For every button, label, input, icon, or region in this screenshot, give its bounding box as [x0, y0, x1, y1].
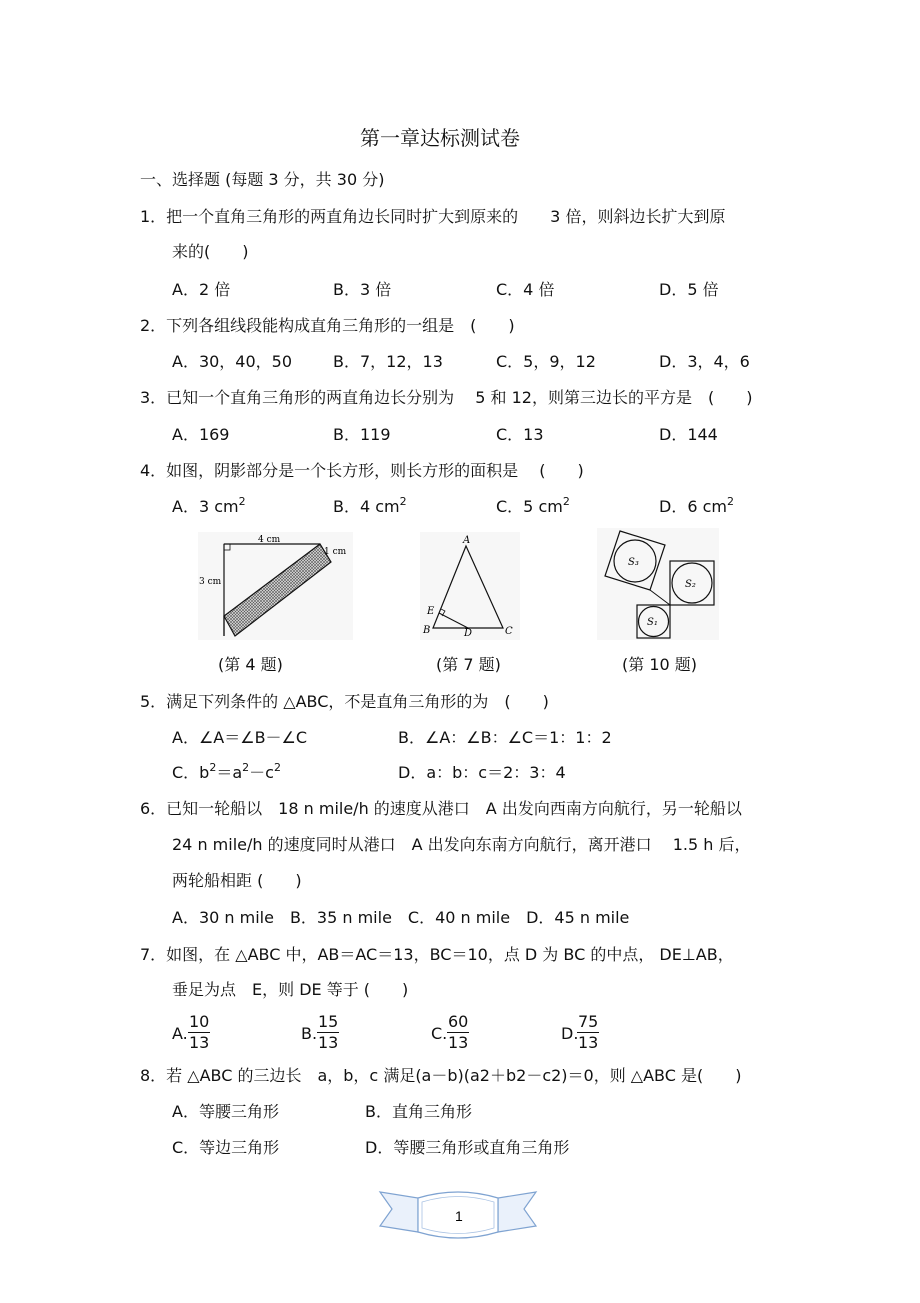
question-6-text-cont2: 两轮船相距 ( ) — [172, 871, 302, 890]
page-title: 第一章达标测试卷 — [360, 126, 520, 150]
q5-option-c-post: －c — [249, 763, 274, 782]
q8-option-c[interactable]: C．等边三角形 — [172, 1138, 280, 1157]
question-6-text: 6．已知一轮船以 18 n mile/h 的速度从港口 A 出发向西南方向航行，另一轮船以 — [140, 799, 742, 818]
q4-option-b[interactable] — [333, 497, 407, 517]
q4-option-b-label: B．4 cm — [333, 497, 400, 516]
fig7-label-c: C — [505, 626, 513, 637]
q7-option-b-label[interactable]: B. — [301, 1024, 318, 1043]
numerator: 60 — [448, 1012, 469, 1031]
q4-option-a[interactable] — [172, 497, 246, 517]
fig7-label-a: A — [463, 535, 471, 546]
question-5-text: 5．满足下列条件的 △ABC，不是直角三角形的为 ( ) — [140, 692, 549, 711]
question-6-text-cont: 24 n mile/h 的速度同时从港口 A 出发向东南方向航行，离开港口 1.5 h 后， — [172, 835, 751, 854]
exponent: 2 — [562, 495, 570, 508]
q7-option-d-label[interactable]: D. — [561, 1024, 579, 1043]
fig10-label-s1: S₁ — [647, 617, 658, 628]
q8-option-b[interactable]: B．直角三角形 — [365, 1102, 472, 1121]
exponent: 2 — [399, 495, 407, 508]
fig10-label-s3: S₃ — [628, 557, 639, 568]
q7-option-a-fraction[interactable] — [188, 1013, 210, 1052]
fig7-label-d: D — [464, 628, 473, 639]
q3-option-a[interactable]: A．169 — [172, 425, 230, 444]
q5-option-d[interactable]: D．a：b：c＝2：3：4 — [398, 763, 566, 782]
q7-option-d-fraction[interactable] — [577, 1013, 599, 1052]
q4-option-d-label: D．6 cm — [659, 497, 727, 516]
page-number: 1 — [455, 1208, 463, 1224]
q4-option-c-label: C．5 cm — [496, 497, 563, 516]
q4-option-a-label: A．3 cm — [172, 497, 239, 516]
exponent: 2 — [726, 495, 734, 508]
q3-option-c[interactable]: C．13 — [496, 425, 544, 444]
numerator: 75 — [578, 1012, 599, 1031]
q7-option-a-label[interactable]: A. — [172, 1024, 188, 1043]
q5-option-c-pre: C．b — [172, 763, 210, 782]
q5-option-c[interactable] — [172, 763, 281, 783]
numerator: 15 — [318, 1012, 339, 1031]
question-7-text: 7．如图，在 △ABC 中，AB＝AC＝13，BC＝10，点 D 为 BC 的中点， DE⊥AB， — [140, 945, 734, 964]
denominator: 13 — [318, 1033, 339, 1052]
denominator: 13 — [189, 1033, 210, 1052]
q3-option-d[interactable]: D．144 — [659, 425, 718, 444]
question-1-text: 1．把一个直角三角形的两直角边长同时扩大到原来的 3 倍，则斜边长扩大到原 — [140, 207, 726, 226]
q1-option-b[interactable]: B．3 倍 — [333, 280, 392, 299]
q5-option-a[interactable]: A．∠A＝∠B－∠C — [172, 728, 308, 747]
exponent: 2 — [273, 761, 281, 774]
q8-option-d[interactable]: D．等腰三角形或直角三角形 — [365, 1138, 570, 1157]
figure-4 — [198, 532, 353, 640]
q8-option-a[interactable]: A．等腰三角形 — [172, 1102, 279, 1121]
q2-option-a[interactable]: A．30，40，50 — [172, 352, 293, 371]
section-heading: 一、选择题 (每题 3 分，共 30 分) — [140, 170, 385, 189]
q2-option-b[interactable]: B．7，12，13 — [333, 352, 443, 371]
q5-option-b[interactable]: B．∠A：∠B：∠C＝1：1：2 — [398, 728, 612, 747]
q6-options[interactable]: A．30 n mile B．35 n mile C．40 n mile D．45 n mile — [172, 908, 630, 927]
denominator: 13 — [448, 1033, 469, 1052]
question-1-text-cont: 来的( ) — [172, 242, 249, 261]
q3-option-b[interactable]: B．119 — [333, 425, 391, 444]
figure-4-caption: (第 4 题) — [218, 655, 283, 674]
q4-option-c[interactable] — [496, 497, 570, 517]
question-4-text: 4．如图，阴影部分是一个长方形，则长方形的面积是 ( ) — [140, 461, 584, 480]
denominator: 13 — [578, 1033, 599, 1052]
figure-7 — [420, 532, 520, 640]
figure-10 — [597, 528, 719, 640]
page-number-ribbon — [378, 1184, 538, 1250]
exponent: 2 — [238, 495, 246, 508]
q4-option-d[interactable] — [659, 497, 734, 517]
q1-option-d[interactable]: D．5 倍 — [659, 280, 719, 299]
fig4-label-top: 4 cm — [258, 535, 281, 545]
q7-option-c-label[interactable]: C. — [431, 1024, 448, 1043]
fig4-label-left: 3 cm — [199, 577, 222, 587]
q2-option-c[interactable]: C．5，9，12 — [496, 352, 596, 371]
q7-option-b-fraction[interactable] — [317, 1013, 339, 1052]
question-8-text: 8．若 △ABC 的三边长 a，b，c 满足(a－b)(a2＋b2－c2)＝0，则 △ABC 是( ) — [140, 1066, 742, 1085]
question-2-text: 2．下列各组线段能构成直角三角形的一组是 ( ) — [140, 316, 515, 335]
fig10-label-s2: S₂ — [685, 579, 696, 590]
question-7-text-cont: 垂足为点 E，则 DE 等于 ( ) — [172, 980, 409, 999]
fig7-label-b: B — [423, 625, 431, 636]
fig4-label-right: 1 cm — [324, 547, 347, 557]
q5-option-c-mid: ＝a — [216, 763, 243, 782]
q7-option-c-fraction[interactable] — [447, 1013, 469, 1052]
figure-7-caption: (第 7 题) — [436, 655, 501, 674]
figure-10-caption: (第 10 题) — [622, 655, 698, 674]
question-3-text: 3．已知一个直角三角形的两直角边长分别为 5 和 12，则第三边长的平方是 ( ) — [140, 388, 753, 407]
exponent: 2 — [209, 761, 217, 774]
q1-option-a[interactable]: A．2 倍 — [172, 280, 231, 299]
exponent: 2 — [242, 761, 250, 774]
fig7-label-e: E — [427, 606, 435, 617]
q2-option-d[interactable]: D．3，4，6 — [659, 352, 750, 371]
q1-option-c[interactable]: C．4 倍 — [496, 280, 555, 299]
numerator: 10 — [189, 1012, 210, 1031]
